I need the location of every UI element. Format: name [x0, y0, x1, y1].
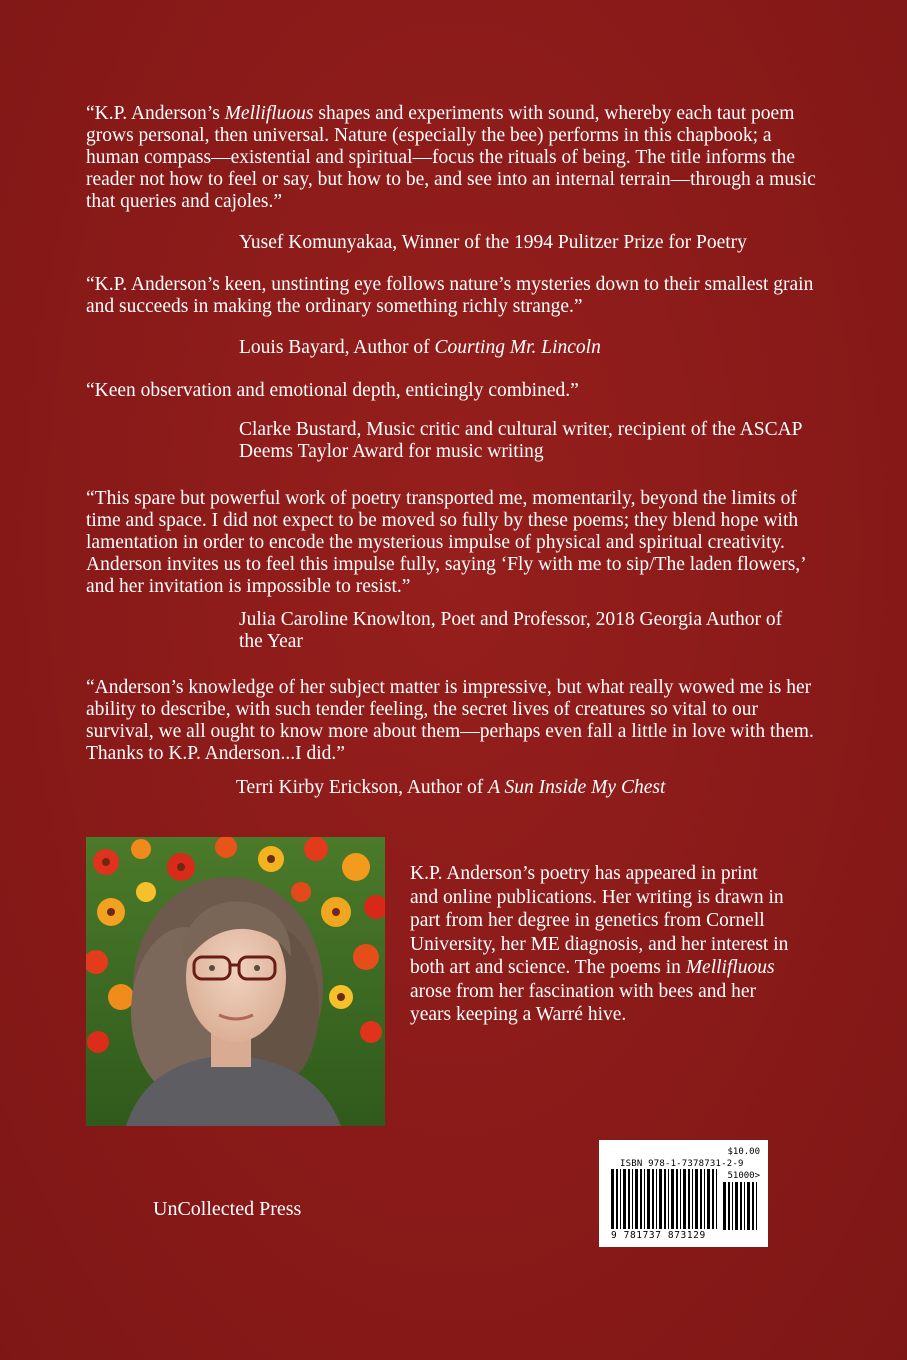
testimonial-5-quote: “Anderson’s knowledge of her subject matter is impressive, but what really wowed me is her ability to describe, with such tender feeling, the secret lives of creatures so vital to our survival, we all ought to know more about them—perhaps even fall a little in love with them. Thanks to K.P. Anderson...I did.” — [86, 677, 814, 764]
testimonial-3-attribution: Clarke Bustard, Music critic and cultural writer, recipient of the ASCAP Deems Taylor Award for music writing — [239, 419, 802, 462]
author-photo — [86, 837, 385, 1126]
testimonial-4-quote: “This spare but powerful work of poetry transported me, momentarily, beyond the limits of time and space. I did not expect to be moved so fully by these poems; they blend hope with lamentation in order to encode the mysterious impulse of physical and spiritual creativity. Anderson invites us to feel this impulse fully, saying ‘Fly with me to sip/The laden flowers,’ and her invitation is impossible to resist.” — [86, 488, 806, 597]
testimonial-1-quote: “K.P. Anderson’s Mellifluous shapes and experiments with sound, whereby each taut poem grows personal, then universal. Nature (especially the bee) performs in this chapbook; a human compass—existential and spiritual—focus the rituals of being. The title informs the reader not how to feel or say, but how to be, and see into an internal terrain—through a music that queries and cajoles.” — [86, 103, 816, 212]
barcode-isbn: ISBN 978-1-7378731-2-9 — [620, 1159, 744, 1169]
barcode-digits: 9 781737 873129 — [611, 1230, 706, 1241]
barcode-addon: 51000> — [727, 1171, 760, 1181]
publisher-name: UnCollected Press — [153, 1198, 302, 1220]
author-bio: K.P. Anderson’s poetry has appeared in print and online publications. Her writing is drawn in part from her degree in genetics from Cornell University, her ME diagnosis, and her interest in both art and science. The poems in Mellifluous arose from her fascination with bees and her years keeping a Warré hive. — [410, 863, 789, 1025]
addon-bars-icon — [723, 1182, 759, 1232]
isbn-barcode — [599, 1140, 768, 1247]
testimonial-3-quote: “Keen observation and emotional depth, enticingly combined.” — [86, 380, 579, 401]
barcode-bars-icon — [611, 1169, 717, 1231]
testimonial-1-attribution: Yusef Komunyakaa, Winner of the 1994 Pulitzer Prize for Poetry — [239, 232, 747, 253]
testimonial-2-attribution: Louis Bayard, Author of Courting Mr. Lincoln — [239, 337, 601, 358]
author-portrait-icon — [86, 837, 385, 1126]
testimonial-4-attribution: Julia Caroline Knowlton, Poet and Professor, 2018 Georgia Author of the Year — [239, 609, 783, 652]
testimonial-2-quote: “K.P. Anderson’s keen, unstinting eye follows nature’s mysteries down to their smallest grain and succeeds in making the ordinary something richly strange.” — [86, 274, 814, 317]
testimonial-5-attribution: Terri Kirby Erickson, Author of A Sun Inside My Chest — [236, 777, 666, 798]
barcode-price: $10.00 — [727, 1147, 760, 1157]
